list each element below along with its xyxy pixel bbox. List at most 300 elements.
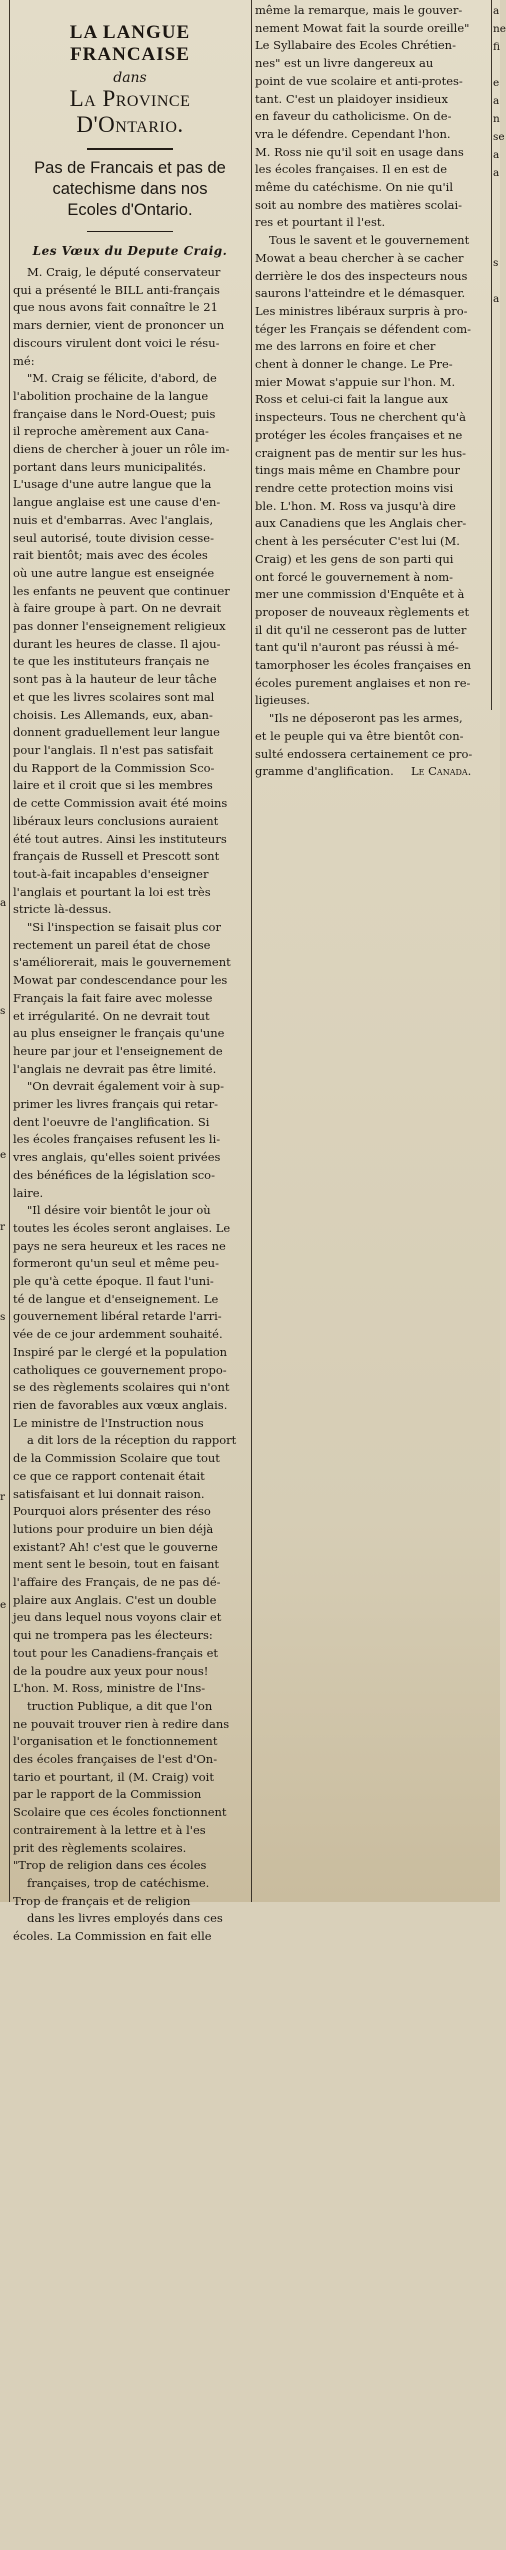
article-column-2 [255, 2, 488, 799]
fragment-letter [0, 2532, 9, 2550]
article-line: "M. Craig se félicite, d'abord, de [27, 371, 217, 386]
subtitle-line: Pas de Francais et pas de [34, 159, 226, 177]
article-line: Français la fait faire avec molesse [13, 990, 213, 1005]
fragment-letter [0, 2244, 9, 2262]
fragment-letter [0, 984, 9, 1002]
article-line: pays ne sera heureux et les races ne [13, 1238, 226, 1253]
article-line: tario et pourtant, il (M. Craig) voit [13, 1769, 214, 1784]
fragment-letter [493, 326, 500, 344]
article-line: et que les livres scolaires sont mal [13, 689, 215, 704]
fragment-letter [0, 1578, 9, 1596]
article-line: ne pouvait trouver rien à redire dans [13, 1716, 230, 1731]
fragment-letter [0, 1434, 9, 1452]
article-line: derrière le dos des inspecteurs nous [255, 268, 468, 283]
fragment-letter [0, 858, 9, 876]
fragment-letter [0, 750, 9, 768]
article-line: jeu dans lequel nous voyons clair et [13, 1610, 222, 1625]
article-line: Craig) et les gens de son parti qui [255, 551, 454, 566]
article-line: mer une commission d'Enquête et à [255, 587, 465, 602]
article-line: seul autorisé, toute division cesse- [13, 530, 215, 545]
fragment-letter [0, 2478, 9, 2496]
article-line: vra le défendre. Cependant l'hon. [255, 126, 451, 141]
article-line: ment sent le besoin, tout en faisant [13, 1557, 219, 1572]
article-line: a dit lors de la réception du rapport [27, 1433, 237, 1448]
article-line: craignent pas de mentir sur les hus- [255, 445, 466, 460]
fragment-letter: fi [493, 41, 501, 53]
article-line: rectement un pareil état de chose [13, 937, 211, 952]
article-line: nement Mowat fait la sourde oreille" [255, 20, 470, 35]
fragment-letter [0, 2514, 9, 2532]
fragment-letter [0, 2262, 9, 2280]
article-line: choisis. Les Allemands, eux, aban- [13, 707, 213, 722]
article-line: chent à donner le change. Le Pre- [255, 357, 453, 372]
fragment-letter [493, 506, 500, 524]
fragment-letter [493, 470, 500, 488]
fragment-letter [0, 768, 9, 786]
fragment-letter [0, 2424, 9, 2442]
article-line: et irrégularité. On ne devrait tout [13, 1008, 210, 1023]
article-line: gouvernement libéral retarde l'arri- [13, 1309, 222, 1324]
fragment-letter [0, 1686, 9, 1704]
article-line: "Ils ne déposeront pas les armes, [269, 711, 463, 726]
fragment-letter [0, 1164, 9, 1182]
article-line: me des larrons en foire et cher [255, 339, 436, 354]
article-line: les écoles françaises refusent les li- [13, 1132, 221, 1147]
fragment-letter [0, 1200, 9, 1218]
article-line: Mowat a beau chercher à se cacher [255, 250, 464, 265]
article-line: vres anglais, qu'elles soient privées [13, 1150, 221, 1165]
article-line: durant les heures de classe. Il ajou- [13, 636, 221, 651]
article-title-line-3: La Province D'Ontario. [69, 86, 191, 137]
fragment-letter [0, 2136, 9, 2154]
article-line: les enfants ne peuvent que continuer [13, 583, 230, 598]
fragment-letter [493, 758, 500, 776]
article-line: rendre cette protection moins visi [255, 480, 454, 495]
article-line: M. Ross nie qu'il soit en usage dans [255, 144, 464, 159]
fragment-letter [0, 2064, 9, 2082]
article-line: en faveur du catholicisme. On de- [255, 109, 452, 124]
article-line: sulté endossera certainement ce pro- [255, 746, 473, 761]
article-line: Trop de français et de religion [13, 1893, 191, 1908]
fragment-letter [493, 452, 500, 470]
fragment-letter [0, 786, 9, 804]
article-line: que nous avons fait connaître le 21 [13, 300, 218, 315]
fragment-letter [0, 2370, 9, 2388]
article-line: nes" est un livre dangereux au [255, 56, 434, 71]
fragment-letter [0, 1038, 9, 1056]
fragment-letter [0, 2280, 9, 2298]
fragment-letter [0, 1794, 9, 1812]
article-line: où une autre langue est enseignée [13, 565, 215, 580]
fragment-letter [0, 1830, 9, 1848]
fragment-letter [493, 542, 500, 560]
fragment-letter [0, 1614, 9, 1632]
article-line: gramme d'anglification. [255, 764, 394, 779]
article-line: diens de chercher à jouer un rôle im- [13, 442, 230, 457]
article-line: même la remarque, mais le gouver- [255, 3, 463, 17]
article-line: Ross et celui-ci fait la langue aux [255, 392, 448, 407]
article-line: du Rapport de la Commission Sco- [13, 760, 215, 775]
fragment-letter [0, 1542, 9, 1560]
fragment-letter [0, 1524, 9, 1542]
fragment-letter: e [0, 1149, 7, 1161]
fragment-letter [0, 1920, 9, 1938]
fragment-letter: se [493, 131, 505, 143]
article-line: heure par jour et l'enseignement de [13, 1043, 223, 1058]
fragment-letter: a [493, 95, 500, 107]
fragment-letter [0, 1560, 9, 1578]
article-line: tamorphoser les écoles françaises en [255, 658, 472, 673]
fragment-letter [0, 714, 9, 732]
article-line: langue anglaise est une cause d'en- [13, 495, 221, 510]
fragment-letter [0, 2208, 9, 2226]
article-line: de la Commission Scolaire que tout [13, 1451, 220, 1466]
fragment-letter [0, 2100, 9, 2118]
article-line: Le ministre de l'Instruction nous [13, 1415, 204, 1430]
fragment-letter [493, 380, 500, 398]
article-line: donnent graduellement leur langue [13, 725, 220, 740]
fragment-letter [0, 1650, 9, 1668]
article-line: discours virulent dont voici le résu- [13, 335, 220, 350]
article-kicker: Les Vœux du Depute Craig. [32, 244, 228, 258]
article-line: formeront qu'un seul et même peu- [13, 1256, 219, 1271]
fragment-letter [0, 2010, 9, 2028]
fragment-letter [0, 1668, 9, 1686]
fragment-letter [493, 578, 500, 596]
article-line: "Il désire voir bientôt le jour où [27, 1203, 211, 1218]
article-line: point de vue scolaire et anti-protes- [255, 73, 463, 88]
article-line: nuis et d'embarras. Avec l'anglais, [13, 512, 214, 527]
article-line: pas donner l'enseignement religieux [13, 619, 226, 634]
fragment-letter [493, 434, 500, 452]
article-body-column-1 [13, 264, 247, 1946]
right-column-fragment [493, 0, 506, 305]
fragment-letter: r [0, 1491, 6, 1503]
article-title-line-1: LA LANGUE FRANCAISE [69, 22, 191, 65]
fragment-letter [0, 840, 9, 858]
fragment-letter [493, 668, 500, 686]
fragment-letter [493, 722, 500, 740]
fragment-letter [0, 2334, 9, 2352]
fragment-letter [0, 1074, 9, 1092]
fragment-letter [493, 488, 500, 506]
fragment-letter [493, 650, 500, 668]
article-line: laire et il croit que si les membres [13, 778, 213, 793]
fragment-letter [0, 1290, 9, 1308]
fragment-letter [0, 660, 9, 678]
article-line: et le peuple qui va être bientôt con- [255, 728, 464, 743]
article-line: l'organisation et le fonctionnement [13, 1734, 218, 1749]
article-line: été tout autres. Ainsi les instituteurs [13, 831, 227, 846]
article-line: tant. C'est un plaidoyer insidieux [255, 91, 448, 106]
article-line: mé: [13, 353, 35, 368]
article-line: aux Canadiens que les Anglais cher- [255, 516, 467, 531]
fragment-letter [0, 2442, 9, 2460]
article-line: protéger les écoles françaises et ne [255, 427, 463, 442]
fragment-letter: a [0, 897, 7, 909]
fragment-letter [0, 732, 9, 750]
article-line: des écoles françaises de l'est d'On- [13, 1752, 218, 1767]
fragment-letter [0, 1740, 9, 1758]
fragment-letter [493, 614, 500, 632]
fragment-letter [0, 912, 9, 930]
fragment-letter [0, 2496, 9, 2514]
article-line: "Trop de religion dans ces écoles [13, 1858, 207, 1873]
article-line: l'abolition prochaine de la langue [13, 388, 209, 403]
fragment-letter [0, 804, 9, 822]
article-line: res et pourtant il l'est. [255, 215, 386, 230]
fragment-letter [493, 182, 500, 200]
fragment-letter [0, 1254, 9, 1272]
fragment-letter: e [493, 77, 500, 89]
article-line: libéraux leurs conclusions auraient [13, 813, 219, 828]
fragment-letter [0, 1128, 9, 1146]
fragment-letter [493, 704, 500, 722]
article-line: "Si l'inspection se faisait plus cor [27, 920, 221, 935]
article-line: toutes les écoles seront anglaises. Le [13, 1220, 231, 1235]
article-line: te que les instituteurs français ne [13, 654, 210, 669]
fragment-letter [493, 740, 500, 758]
article-line: des bénéfices de la législation sco- [13, 1167, 215, 1182]
fragment-letter: s [0, 1311, 6, 1323]
article-line: M. Craig, le député conservateur [27, 265, 221, 279]
article-line: rait bientôt; mais avec des écoles [13, 548, 208, 563]
article-line: qui a présenté le BILL anti-français [13, 282, 220, 297]
fragment-letter [0, 1974, 9, 1992]
fragment-letter: s [0, 1005, 6, 1017]
title-rule [87, 148, 173, 150]
column-rule-left [9, 0, 10, 1902]
article-line: L'usage d'une autre langue que la [13, 477, 212, 492]
article-line: à faire groupe à part. On ne devrait [13, 601, 222, 616]
fragment-letter [0, 1092, 9, 1110]
fragment-letter [0, 1758, 9, 1776]
fragment-letter [493, 236, 500, 254]
article-line: l'affaire des Français, de ne pas dé- [13, 1575, 221, 1590]
article-line: l'anglais ne devrait pas être limité. [13, 1061, 217, 1076]
fragment-letter [0, 2406, 9, 2424]
article-line: mier Mowat s'appuie sur l'hon. M. [255, 374, 456, 389]
fragment-letter [0, 948, 9, 966]
fragment-letter [0, 2082, 9, 2100]
article-line: Le Syllabaire des Ecoles Chrétien- [255, 38, 456, 53]
fragment-letter: a [493, 5, 500, 17]
article-line: Tous le savent et le gouvernement [269, 233, 470, 248]
article-line: écoles purement anglaises et non re- [255, 675, 471, 690]
article-line: tings mais même en Chambre pour [255, 463, 461, 478]
article-line: dent l'oeuvre de l'anglification. Si [13, 1114, 210, 1129]
article-subtitle [13, 158, 247, 221]
article-line: "On devrait également voir à sup- [27, 1079, 224, 1094]
fragment-letter [0, 1848, 9, 1866]
article-line: Scolaire que ces écoles fonctionnent [13, 1805, 227, 1820]
article-line: sont pas à la hauteur de leur tâche [13, 672, 217, 687]
fragment-letter [0, 1956, 9, 1974]
subtitle-line: catechisme dans nos [52, 180, 208, 198]
fragment-letter: e [0, 1599, 7, 1611]
fragment-letter [0, 2172, 9, 2190]
article-line: té de langue et d'enseignement. Le [13, 1291, 219, 1306]
article-line: s'améliorerait, mais le gouvernement [13, 955, 231, 970]
fragment-letter [0, 1380, 9, 1398]
article-line: primer les livres français qui retar- [13, 1097, 218, 1112]
fragment-letter [0, 1632, 9, 1650]
fragment-letter [0, 2190, 9, 2208]
left-column-fragment [0, 0, 9, 1611]
subtitle-line: Ecoles d'Ontario. [67, 201, 193, 219]
article-line: il dit qu'il ne cesseront pas de lutter [255, 622, 467, 637]
fragment-letter [0, 1938, 9, 1956]
article-line: l'anglais et pourtant la loi est très [13, 884, 211, 899]
fragment-letter [493, 596, 500, 614]
article-line: mars dernier, vient de prononcer un [13, 318, 225, 333]
article-line: Inspiré par le clergé et la population [13, 1344, 228, 1359]
article-line: ce que ce rapport contenait était [13, 1468, 205, 1483]
column-rule-right [491, 0, 492, 710]
article-line: même du catéchisme. On nie qu'il [255, 180, 453, 195]
article-line: satisfaisant et lui donnait raison. [13, 1486, 205, 1501]
article-line: tout-à-fait incapables d'enseigner [13, 866, 209, 881]
article-line: ont forcé le gouvernement à nom- [255, 569, 454, 584]
article-signature: Le Canada. [411, 764, 472, 779]
article-line: français de Russell et Prescott sont [13, 849, 220, 864]
fragment-letter [493, 200, 500, 218]
fragment-letter [0, 1452, 9, 1470]
fragment-letter [493, 344, 500, 362]
fragment-letter: a [493, 167, 500, 179]
fragment-letter [493, 398, 500, 416]
fragment-letter [0, 1416, 9, 1434]
fragment-letter [0, 1056, 9, 1074]
article-line: de cette Commission avait été moins [13, 796, 228, 811]
fragment-letter [0, 2460, 9, 2478]
article-column-1 [13, 0, 247, 1946]
fragment-letter [0, 1362, 9, 1380]
fragment-letter [0, 1236, 9, 1254]
fragment-letter [0, 822, 9, 840]
article-line: saurons l'atteindre et le démasquer. [255, 286, 466, 301]
article-line: tant qu'il n'auront pas réussi à mé- [255, 640, 459, 655]
fragment-letter [0, 1776, 9, 1794]
fragment-letter [0, 1398, 9, 1416]
fragment-letter [0, 1506, 9, 1524]
fragment-letter [493, 524, 500, 542]
fragment-letter [0, 1326, 9, 1344]
fragment-letter [0, 2046, 9, 2064]
article-line: il reproche amèrement aux Cana- [13, 424, 209, 439]
fragment-letter [0, 966, 9, 984]
article-line: par le rapport de la Commission [13, 1787, 202, 1802]
fragment-letter [493, 308, 500, 326]
article-body-column-2 [255, 2, 488, 799]
fragment-letter: n [493, 113, 500, 125]
fragment-letter [493, 56, 500, 74]
article-line: au plus enseigner le français qu'une [13, 1026, 225, 1041]
fragment-letter [0, 1020, 9, 1038]
fragment-letter [493, 686, 500, 704]
article-line: laire. [13, 1185, 44, 1200]
article-line: portant dans leurs municipalités. [13, 459, 207, 474]
fragment-letter [0, 1344, 9, 1362]
article-line: vée de ce jour ardemment souhaité. [13, 1327, 223, 1342]
fragment-letter [0, 2298, 9, 2316]
column-rule-middle [251, 0, 252, 1902]
fragment-letter [0, 678, 9, 696]
fragment-letter [493, 632, 500, 650]
article-line: L'hon. M. Ross, ministre de l'Ins- [13, 1681, 206, 1696]
article-line: chent à les persécuter C'est lui (M. [255, 534, 460, 549]
fragment-letter [0, 1992, 9, 2010]
fragment-letter [0, 1272, 9, 1290]
fragment-letter [493, 362, 500, 380]
fragment-letter [0, 2226, 9, 2244]
fragment-letter: ne [493, 23, 506, 35]
fragment-letter [493, 272, 500, 290]
article-line: stricte là-dessus. [13, 902, 112, 917]
article-line: pour l'anglais. Il n'est pas satisfait [13, 742, 214, 757]
fragment-letter [0, 2154, 9, 2172]
fragment-letter [0, 1722, 9, 1740]
fragment-letter [0, 1884, 9, 1902]
fragment-letter [0, 2388, 9, 2406]
fragment-letter [0, 876, 9, 894]
article-line: qui ne trompera pas les électeurs: [13, 1628, 213, 1643]
article-title-line-2: dans [113, 70, 147, 86]
fragment-letter [0, 1704, 9, 1722]
fragment-letter [0, 1182, 9, 1200]
article-line: plaire aux Anglais. C'est un double [13, 1592, 217, 1607]
fragment-letter [0, 2316, 9, 2334]
fragment-letter [493, 560, 500, 578]
fragment-letter [0, 2352, 9, 2370]
fragment-letter: a [493, 293, 500, 305]
fragment-letter: s [493, 257, 499, 269]
article-line: inspecteurs. Tous ne cherchent qu'à [255, 410, 466, 425]
article-line: Mowat par condescendance pour les [13, 973, 228, 988]
fragment-letter [0, 930, 9, 948]
fragment-letter [0, 2118, 9, 2136]
fragment-letter [0, 696, 9, 714]
article-line: ligieuses. [255, 693, 310, 708]
fragment-letter: a [493, 149, 500, 161]
article-line: prit des règlements scolaires. [13, 1840, 187, 1855]
article-line: téger les Français se défendent com- [255, 321, 472, 336]
article-line: catholiques ce gouvernement propo- [13, 1362, 227, 1377]
article-line: truction Publique, a dit que l'on [27, 1698, 213, 1713]
fragment-letter [0, 1902, 9, 1920]
article-line: soit au nombre des matières scolai- [255, 197, 463, 212]
fragment-letter [493, 416, 500, 434]
article-line: rien de favorables aux vœux anglais. [13, 1398, 228, 1412]
fragment-letter [0, 1470, 9, 1488]
fragment-letter [0, 1812, 9, 1830]
article-line: de la poudre aux yeux pour nous! [13, 1663, 209, 1678]
article-line: Pourquoi alors présenter des réso [13, 1504, 211, 1519]
article-line: tout pour les Canadiens-français et [13, 1645, 219, 1660]
article-line: existant? Ah! c'est que le gouverne [13, 1539, 218, 1554]
subtitle-rule [87, 231, 173, 232]
article-line: françaises, trop de catéchisme. [27, 1875, 210, 1890]
fragment-letter [0, 1110, 9, 1128]
fragment-letter [0, 1866, 9, 1884]
article-line: Les ministres libéraux surpris à pro- [255, 303, 468, 318]
article-line: lutions pour produire un bien déjà [13, 1521, 214, 1536]
article-line: proposer de nouveaux règlements et [255, 604, 470, 619]
article-line: les écoles françaises. Il en est de [255, 162, 448, 177]
fragment-letter [0, 2028, 9, 2046]
article-line: contrairement à la lettre et à l'es [13, 1822, 206, 1837]
article-line: écoles. La Commission en fait elle [13, 1929, 212, 1944]
